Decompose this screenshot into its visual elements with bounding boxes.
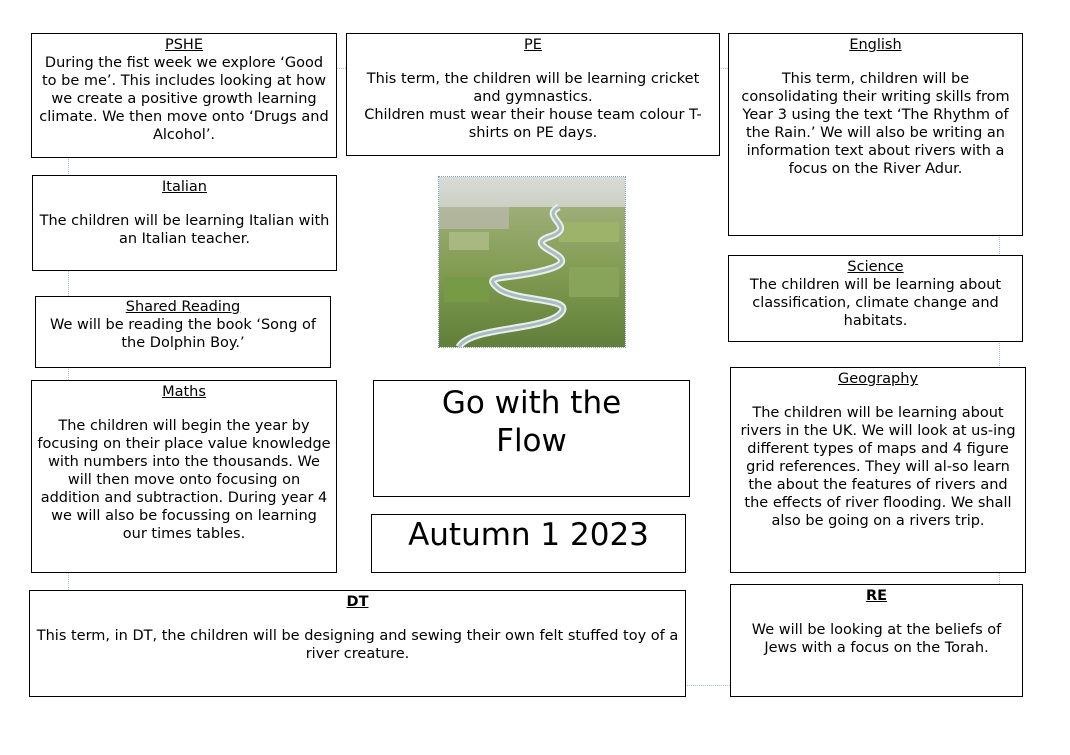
italian-text: The children will be learning Italian with an Italian teacher. <box>39 213 330 247</box>
pe-title: PE <box>524 37 542 53</box>
river-landscape-photo <box>439 177 625 347</box>
term-title-box <box>371 514 686 573</box>
shared-reading-box <box>35 296 331 368</box>
re-text: We will be looking at the beliefs of Jews with a focus on the Torah. <box>751 622 1002 656</box>
river-photo <box>438 176 626 348</box>
topic-title-box <box>373 380 690 497</box>
pshe-text: During the fist week we explore ‘Good to be me’. This includes looking at how we create a positive growth learning climate. We then move onto ‘Drugs and Alcohol’. <box>39 55 329 143</box>
italian-box <box>32 175 337 271</box>
pshe-title: PSHE <box>164 37 203 53</box>
dt-text: This term, in DT, the children will be designing and sewing their own felt stuffed toy of a river creature. <box>36 628 679 662</box>
maths-title: Maths <box>162 384 206 400</box>
pe-text: This term, the children will be learning cricket and gymnastics. Children must wear their house team colour T-shirts on PE days. <box>364 71 702 141</box>
geography-text: The children will be learning about rivers in the UK. We will look at us-ing different types of maps and 4 figure grid references. They will al-so learn the about the features of rivers and the effects of river flooding. We shall also be going on a rivers trip. <box>740 405 1016 529</box>
dt-title: DT <box>346 594 369 610</box>
english-box <box>728 33 1023 236</box>
shared-reading-title: Shared Reading <box>125 299 241 315</box>
pshe-box <box>31 33 337 158</box>
term-title: Autumn 1 2023 <box>408 517 649 553</box>
science-box <box>728 255 1023 342</box>
english-text: This term, children will be consolidating their writing skills from Year 3 using the text ‘The Rhythm of the Rain.’ We will also be writing an information text about rivers with a focus on the River Adur. <box>741 71 1010 177</box>
geography-box <box>730 367 1026 573</box>
english-title: English <box>849 37 902 53</box>
re-box <box>730 584 1023 697</box>
maths-text: The children will begin the year by focusing on their place value knowledge with numbers into the thousands. We will then move onto focusing on addition and subtraction. During year 4 we will also be focussing on learning our times tables. <box>37 418 331 542</box>
shared-reading-text: We will be reading the book ‘Song of the Dolphin Boy.’ <box>49 317 316 351</box>
topic-title: Go with the Flow <box>441 385 622 459</box>
science-text: The children will be learning about classification, climate change and habitats. <box>749 277 1002 329</box>
italian-title: Italian <box>162 179 207 195</box>
dt-box <box>29 590 686 697</box>
re-title: RE <box>865 588 888 604</box>
science-title: Science <box>847 259 904 275</box>
pe-box <box>346 33 720 156</box>
maths-box <box>31 380 337 573</box>
geography-title: Geography <box>837 371 919 387</box>
